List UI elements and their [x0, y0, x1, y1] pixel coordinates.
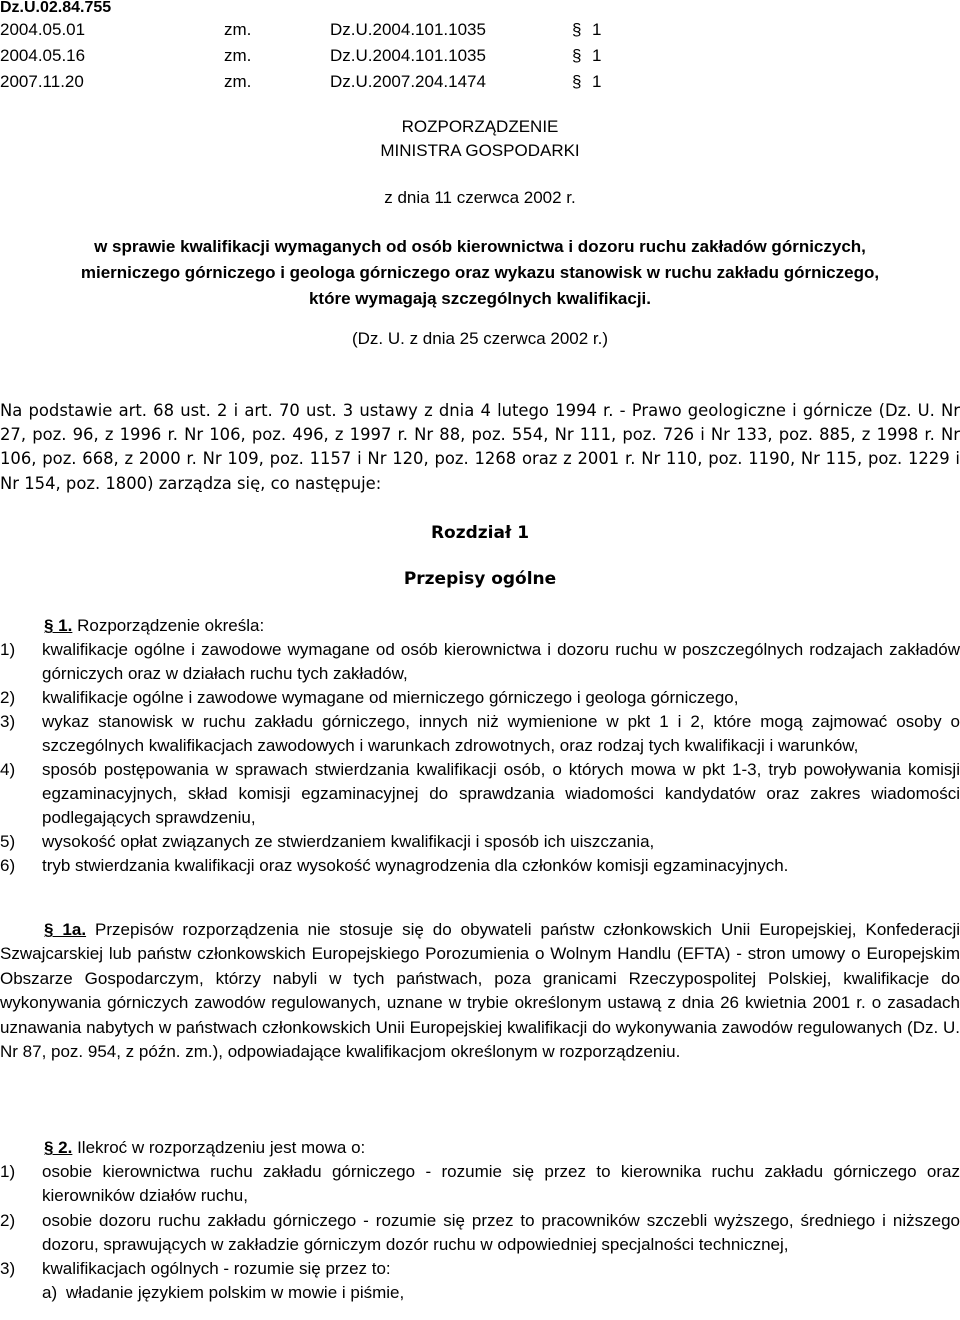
amendment-date: 2004.05.01 — [0, 20, 86, 39]
amendment-type: zm. — [224, 20, 252, 39]
act-date: z dnia 11 czerwca 2002 r. — [384, 188, 576, 207]
issuing-authority: MINISTRA GOSPODARKI — [380, 141, 580, 160]
amendment-row — [0, 69, 620, 95]
section-mark: § 1. — [44, 616, 73, 635]
paragraph-sign: § — [572, 20, 582, 39]
list-item — [0, 830, 960, 854]
amendment-paragraph-number: 1 — [592, 20, 602, 39]
section-lead-text: Rozporządzenie określa: — [72, 616, 265, 635]
amendment-reference: Dz.U.2004.101.1035 — [330, 46, 486, 65]
item-text: osobie kierownictwa ruchu zakładu górniczego - rozumie się przez to kierownika ruchu zakładu górniczego oraz kierowników działów ruchu, — [42, 1162, 960, 1206]
item-text: tryb stwierdzania kwalifikacji oraz wysokość wynagrodzenia dla członków komisji egzaminacyjnych. — [42, 856, 789, 875]
amendment-history — [0, 17, 620, 95]
amendment-type: zm. — [224, 72, 252, 91]
subject-line: które wymagają szczególnych kwalifikacji. — [308, 289, 652, 308]
item-text: sposób postępowania w sprawach stwierdzania kwalifikacji osób, o których mowa w pkt 1-3, tryb powoływania komisji egzaminacyjnych, skład komisji egzaminacyjnej do sprawdzania wiadomości kandydatów oraz zakres wiadomości podlegających sprawdzeniu, — [42, 760, 960, 827]
sub-item-letter: a) — [42, 1283, 58, 1303]
chapter-number: Rozdział 1 — [430, 523, 530, 543]
subject-line: w sprawie kwalifikacji wymaganych od osób kierownictwa i dozoru ruchu zakładów górniczych, — [94, 237, 866, 256]
item-number: 1) — [0, 640, 16, 659]
section-lead-text: Ilekroć w rozporządzeniu jest mowa o: — [72, 1138, 366, 1157]
section-mark: § 2. — [44, 1138, 73, 1157]
amendment-type: zm. — [224, 46, 252, 65]
section-1 — [0, 614, 960, 878]
sub-item-text: władanie językiem polskim w mowie i piśmie, — [66, 1283, 405, 1303]
document-reference: Dz.U.02.84.755 — [0, 0, 112, 16]
item-text: kwalifikacje ogólne i zawodowe wymagane od osób kierownictwa i dozoru ruchu w poszczególnych rodzajach zakładów górniczych oraz w działach ruchu tych zakładów, — [42, 640, 960, 683]
act-subject — [0, 234, 960, 312]
paragraph-sign: § — [572, 72, 582, 91]
item-text: osobie dozoru ruchu zakładu górniczego - rozumie się przez to pracowników szczebli wyższego, średniego i niższego dozoru, sprawujących w zakładzie górniczym dozór ruchu w odpowiedniej specjalności technicznej, — [42, 1210, 960, 1254]
journal-publication: (Dz. U. z dnia 25 czerwca 2002 r.) — [351, 329, 609, 348]
item-number: 1) — [0, 1162, 16, 1182]
section-lead — [0, 1136, 960, 1160]
act-type-title: ROZPORZĄDZENIE — [401, 117, 559, 136]
amendment-row — [0, 43, 620, 69]
chapter-name: Przepisy ogólne — [403, 569, 557, 589]
sub-list-item — [0, 1281, 960, 1305]
item-number: 2) — [0, 1210, 16, 1230]
item-number: 2) — [0, 688, 16, 707]
amendment-paragraph-number: 1 — [592, 46, 602, 65]
list-item — [0, 638, 960, 686]
section-text: Przepisów rozporządzenia nie stosuje się do obywateli państw członkowskich Unii Europejskiej, Konfederacji Szwajcarskiej lub państw członkowskich Europejskiego Porozumienia o Wolnym Handlu (EFTA) - stron umowy o Europejskim Obszarze Gospodarczym, którzy nabyli w tych państwach, poza granicami Rzeczypospolitej Polskiej, kwalifikacje do wykonywania górniczych zawodów regulowanych, uznane w trybie określonym ustawą z dnia 26 kwietnia 2001 r. o zasadach uznawania nabytych w państwach członkowskich Unii Europejskiej kwalifikacji do wykonywania zawodów regulowanych (Dz. U. Nr 87, poz. 954, z późn. zm.), odpowiadające kwalifikacjom określonym w rozporządzeniu. — [0, 920, 960, 1062]
item-text: wykaz stanowisk w ruchu zakładu górniczego, innych niż wymienione w pkt 1 i 2, które mogą zajmować osoby o szczególnych kwalifikacjach zawodowych i warunkach zdrowotnych, oraz rodzaj tych kwalifikacji i warunków, — [42, 712, 960, 755]
item-text: kwalifikacjach ogólnych - rozumie się przez to: — [42, 1259, 391, 1279]
amendment-reference: Dz.U.2007.204.1474 — [330, 72, 486, 91]
list-item — [0, 1209, 960, 1257]
list-item — [0, 1160, 960, 1208]
section-mark: § 1a. — [44, 920, 87, 939]
item-number: 5) — [0, 832, 16, 851]
subject-line: mierniczego górniczego i geologa górniczego oraz wykazu stanowisk w ruchu zakładu górniczego, — [80, 263, 880, 282]
list-item — [0, 758, 960, 830]
list-item — [0, 854, 960, 878]
list-item — [0, 1257, 960, 1281]
item-text: kwalifikacje ogólne i zawodowe wymagane od mierniczego górniczego i geologa górniczego, — [42, 688, 739, 707]
item-number: 3) — [0, 712, 16, 731]
list-item — [0, 710, 960, 758]
amendment-date: 2004.05.16 — [0, 46, 86, 65]
section-1a — [0, 918, 960, 1064]
item-text: wysokość opłat związanych ze stwierdzaniem kwalifikacji i sposób ich uiszczania, — [42, 832, 655, 851]
paragraph-sign: § — [572, 46, 582, 65]
item-number: 6) — [0, 856, 16, 875]
amendment-reference: Dz.U.2004.101.1035 — [330, 20, 486, 39]
section-lead — [0, 614, 960, 638]
amendment-date: 2007.11.20 — [0, 72, 84, 91]
preamble: Na podstawie art. 68 ust. 2 i art. 70 ust. 3 ustawy z dnia 4 lutego 1994 r. - Prawo geologiczne i górnicze (Dz. U. Nr 27, poz. 96, z 1996 r. Nr 106, poz. 496, z 1997 r. Nr 88, poz. 554, Nr 111, poz. 726 i Nr 133, poz. 885, z 1998 r. Nr 106, poz. 668, z 2000 r. Nr 109, poz. 1157 i Nr 120, poz. 1268 oraz z 2001 r. Nr 110, poz. 1190, Nr 115, poz. 1229 i Nr 154, poz. 1800) zarządza się, co następuje: — [0, 401, 960, 493]
list-item — [0, 686, 960, 710]
item-number: 4) — [0, 760, 16, 779]
amendment-row — [0, 17, 620, 43]
section-2 — [0, 1136, 960, 1305]
amendment-paragraph-number: 1 — [592, 72, 602, 91]
item-number: 3) — [0, 1259, 16, 1279]
